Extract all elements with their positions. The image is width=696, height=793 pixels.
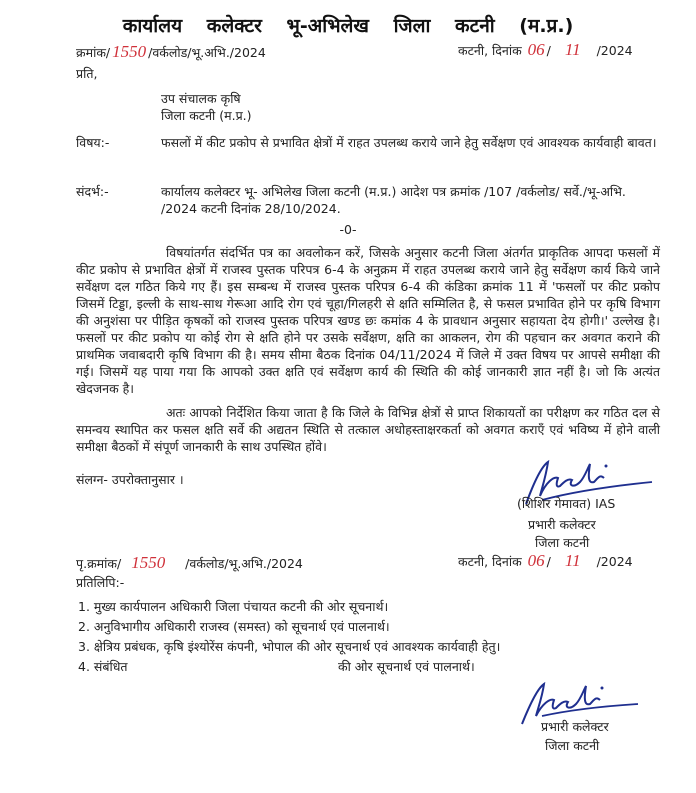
- body-paragraph-1: विषयांतर्गत संदर्भित पत्र का अवलोकन करें, जिसके अनुसार कटनी जिला अंतर्गत प्राकृतिक आपदा फसलों में कीट प्रकोप से प्रभावित क्षेत्रों में राजस्व पुस्तक परिपत्र 6-4 के अनुक्रम में राहत उपलब्ध कराये जाने हेतु सर्वेक्षण कार्य किये जाने सर्वेक्षण दल गठित किये गए हैं। इस सम्बन्ध में राजस्व पुस्तक परिपत्र 6-4 की कंडिका क्रमांक 11 में 'फसलों पर कीट प्रकोप जिसमें टिड्डा, इल्ली के साथ-साथ गेरूआ आदि रोग एवं चूहा/गिलहरी से क्षति सम्मिलित है, से फसल प्रभावित होने पर कृषि विभाग की अनुशंसा पर पीड़ित कृषकों को राजस्व पुस्तक परिपत्र खण्ड छः कमांक 4 के प्रावधान अनुसार सहायता देय होगी।' उल्लेख है। फसलों पर कीट प्रकोप या कोई रोग से क्षति होने पर उसके सर्वेक्षण, क्षति का आकलन, रोग की पहचान कर अवगत कराने की प्राथमिक जवाबदारी कृषि विभाग की है। समय सीमा बैठक दिनांक 04/11/2024 में जिले में उक्त विषय पर आपसे समीक्षा की गई। जिसमें यह पाया गया कि आपको उक्त क्षति एवं सर्वेक्षण कार्य की स्थिति की कोई जानकारी ज्ञात नहीं है। जो कि अत्यंत खेदजनक है।: [76, 245, 660, 396]
- date-month: 11: [564, 40, 581, 59]
- office-title: कार्यालय कलेक्टर भू-अभिलेख जिला कटनी (म.प्र.): [122, 15, 574, 37]
- copy-item: 3. क्षेत्रिय प्रबंधक, कृषि इंश्योरेंस कंपनी, भोपाल की ओर सूचनार्थ एवं आवश्यक कार्यवाही हेतु।: [78, 639, 501, 654]
- ref-number: 1550: [112, 42, 147, 61]
- copy-signatory-district: जिला कटनी: [545, 738, 600, 753]
- copy-signatory-designation: प्रभारी कलेक्टर: [541, 719, 609, 734]
- copy-ref-prefix: पृ.क्रमांक/: [76, 556, 122, 571]
- copy-item-4-end: की ओर सूचनार्थ एवं पालनार्थ।: [338, 659, 475, 674]
- enclosure: संलग्न- उपरोक्तानुसार ।: [76, 472, 184, 487]
- subject-label: विषय:-: [76, 135, 110, 150]
- to-label: प्रति,: [76, 66, 98, 81]
- reference-label: संदर्भ:-: [76, 184, 109, 199]
- subject-text: फसलों में कीट प्रकोप से प्रभावित क्षेत्रों में राहत उपलब्ध कराये जाने हेतु सर्वेक्षण एवं आवश्यक कार्यवाही बावत।: [161, 135, 657, 150]
- copy-item-4: [78, 658, 518, 678]
- signatory-district: जिला कटनी: [535, 535, 590, 550]
- copy-date-prefix: कटनी, दिनांक: [458, 554, 522, 569]
- signatory-name: (शिशिर गेमावत) IAS: [517, 496, 616, 511]
- copy-list: [78, 598, 518, 678]
- copy-reference: [76, 553, 303, 573]
- copy-ref-number: 1550: [131, 553, 166, 572]
- copy-date-month: 11: [564, 551, 581, 570]
- ref-suffix: /वर्कलोड/भू.अभि./2024: [148, 45, 266, 60]
- separator: -0-: [339, 222, 357, 237]
- copy-item: 1. मुख्य कार्यपालन अधिकारी जिला पंचायत कटनी की ओर सूचनार्थ।: [78, 599, 389, 614]
- letter-reference: [76, 42, 266, 62]
- addressee-line2: जिला कटनी (म.प्र.): [161, 108, 252, 123]
- letter-date: कटनी, दिनांक 06 / 11 /2024: [458, 40, 633, 59]
- date-year: /2024: [596, 43, 633, 58]
- copy-date-day: 06: [527, 551, 545, 570]
- date-prefix: कटनी, दिनांक: [458, 43, 522, 58]
- copy-date-year: /2024: [596, 554, 633, 569]
- body-paragraph-2: अतः आपको निर्देशित किया जाता है कि जिले के विभिन्न क्षेत्रों से प्राप्त शिकायतों का परीक्षण कर गठित दल से समन्वय स्थापित कर फसल क्षति सर्वे की अद्यतन स्थिति से तत्काल अधोहस्ताक्षरकर्ता को अवगत कराएँ एवं भविष्य में होने वाली समीक्षा बैठकों में संपूर्ण जानकारी के साथ उपस्थित होंवे।: [76, 405, 660, 454]
- reference-text: कार्यालय कलेक्टर भू- अभिलेख जिला कटनी (म.प्र.) आदेश पत्र क्रमांक /107 /वर्कलोड/ सर्वे./भू-अभि. /2024 कटनी दिनांक 28/10/2024.: [161, 184, 626, 216]
- addressee-line1: उप संचालक कृषि: [161, 91, 241, 106]
- copy-item-4-start: 4. संबंधित: [78, 659, 128, 674]
- copy-date: कटनी, दिनांक 06 / 11 /2024: [458, 551, 633, 570]
- signatory-designation: प्रभारी कलेक्टर: [528, 517, 596, 532]
- copy-label: प्रतिलिपि:-: [76, 575, 125, 590]
- ref-prefix: क्रमांक/: [76, 45, 111, 60]
- copy-item: 2. अनुविभागीय अधिकारी राजस्व (समस्त) को सूचनार्थ एवं पालनार्थ।: [78, 619, 390, 634]
- copy-ref-suffix: /वर्कलोड/भू.अभि./2024: [185, 556, 303, 571]
- date-day: 06: [527, 40, 545, 59]
